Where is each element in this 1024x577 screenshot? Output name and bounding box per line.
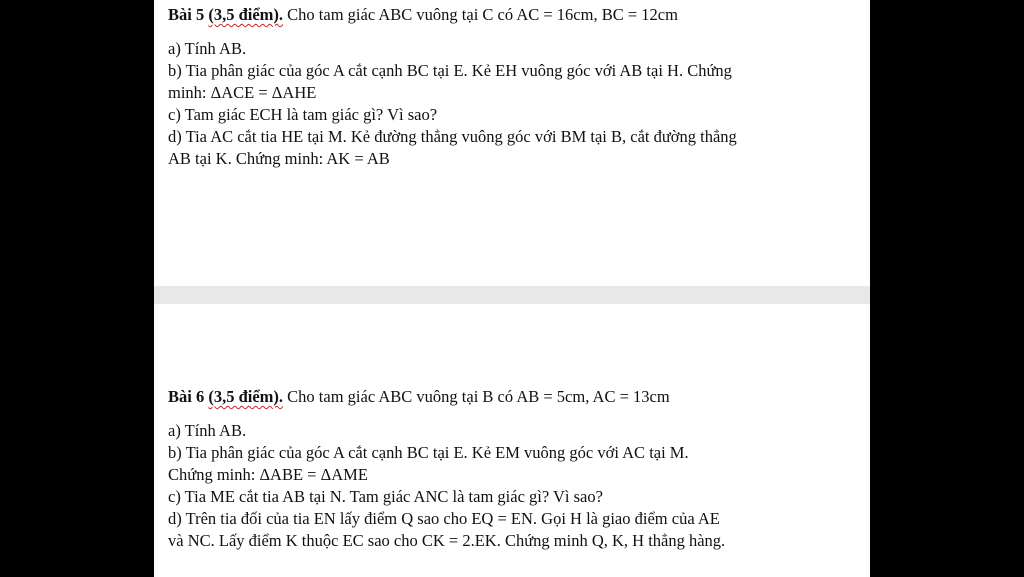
problem-6-number: Bài 6 xyxy=(168,387,205,406)
problem-5-points: (3,5 điểm). xyxy=(208,5,284,24)
problem-5-line: c) Tam giác ECH là tam giác gì? Vì sao? xyxy=(168,105,438,124)
problem-5-number: Bài 5 xyxy=(168,5,205,24)
problem-6-line: a) Tính AB. xyxy=(168,421,247,440)
problem-5-line: AB tại K. Chứng minh: AK = AB xyxy=(168,149,390,168)
problem-5 xyxy=(168,4,850,170)
problem-5-line: d) Tia AC cắt tia HE tại M. Kẻ đường thẳng vuông góc với BM tại B, cắt đường thẳng xyxy=(168,127,737,146)
problem-6-line: và NC. Lấy điểm K thuộc EC sao cho CK = 2.EK. Chứng minh Q, K, H thẳng hàng. xyxy=(168,531,726,550)
page-gap xyxy=(154,286,870,304)
problem-6-line: d) Trên tia đối của tia EN lấy điểm Q sao cho EQ = EN. Gọi H là giao điểm của AE xyxy=(168,509,720,528)
problem-6-statement: Cho tam giác ABC vuông tại B có AB = 5cm, AC = 13cm xyxy=(287,387,670,406)
problem-6-line: c) Tia ME cắt tia AB tại N. Tam giác ANC là tam giác gì? Vì sao? xyxy=(168,487,603,506)
problem-5-line: minh: ΔACE = ΔAHE xyxy=(168,83,317,102)
problem-5-line: a) Tính AB. xyxy=(168,39,247,58)
document-page-2 xyxy=(154,304,870,577)
problem-6-title xyxy=(168,386,850,408)
document-page-1 xyxy=(154,0,870,286)
problem-6 xyxy=(168,386,850,552)
problem-5-line: b) Tia phân giác của góc A cắt cạnh BC tại E. Kẻ EH vuông góc với AB tại H. Chứng xyxy=(168,61,732,80)
problem-6-points: (3,5 điểm). xyxy=(208,387,284,406)
problem-6-line: Chứng minh: ΔABE = ΔAME xyxy=(168,465,368,484)
problem-5-statement: Cho tam giác ABC vuông tại C có AC = 16cm, BC = 12cm xyxy=(287,5,678,24)
problem-5-title xyxy=(168,4,850,26)
problem-6-line: b) Tia phân giác của góc A cắt cạnh BC tại E. Kẻ EM vuông góc với AC tại M. xyxy=(168,443,689,462)
